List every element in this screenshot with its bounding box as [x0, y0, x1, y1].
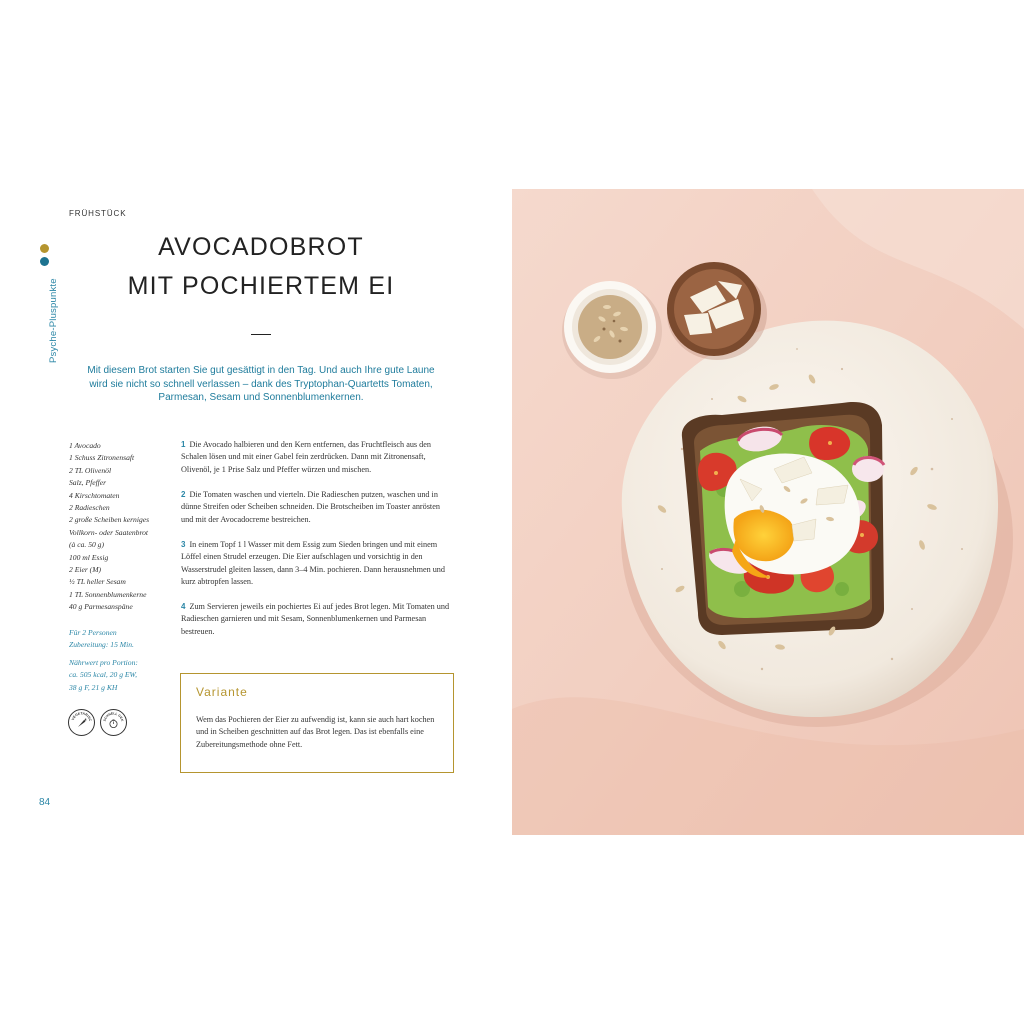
svg-text:VEGETARISCH	[69, 710, 93, 722]
category-dot-blue	[40, 257, 49, 266]
carrot-icon	[69, 710, 94, 735]
quick-badge	[100, 709, 127, 736]
ingredient-item: 2 große Scheiben kerniges	[69, 515, 150, 525]
step-3	[181, 539, 454, 589]
ingredient-item: 100 ml Essig	[69, 552, 109, 562]
ingredient-item: Salz, Pfeffer	[69, 478, 107, 488]
recipe-title-line1: AVOCADOBROT	[158, 233, 364, 261]
vegetarian-badge-label: VEGETARISC	[70, 711, 93, 722]
ingredient-item: (à ca. 50 g)	[69, 540, 105, 550]
ingredient-item: 2 TL Olivenöl	[69, 465, 112, 475]
vegetarian-badge	[68, 709, 95, 736]
avocado-toast-illustration	[512, 189, 1024, 835]
variant-box	[180, 673, 454, 773]
step-2	[181, 489, 454, 526]
nutrition-values: 38 g F, 21 g KH	[69, 682, 118, 692]
step-1	[181, 439, 454, 476]
quick-badge-label: SCHNELL GEK	[102, 711, 125, 722]
variant-text: Wem das Pochieren der Eier zu aufwendig ist, kann sie auch hart kochen und in Scheiben geschnitten auf das Brot legen. Das ist ebenfalls eine Zubereitungsmethode ohne Fett.	[196, 715, 435, 749]
nutrition-info	[69, 657, 174, 694]
step-number: 1	[181, 440, 186, 449]
step-text: Die Tomaten waschen und vierteln. Die Radieschen putzen, waschen und in dünne Streifen oder Scheiben schneiden. Die Brotscheiben im Toaster anrösten und mit der Avocadocreme bestreichen.	[181, 490, 440, 524]
servings-info	[69, 627, 174, 652]
ingredient-item: Vollkorn- oder Saatenbrot	[69, 527, 149, 537]
title-divider	[251, 334, 271, 335]
variant-title: Variante	[196, 685, 248, 699]
ingredient-item: ½ TL heller Sesam	[69, 577, 126, 587]
nutrition-values: ca. 505 kcal, 20 g EW,	[69, 670, 138, 680]
ingredient-item: 2 Radieschen	[69, 503, 110, 513]
step-text: Die Avocado halbieren und den Kern entfernen, das Fruchtfleisch aus den Schalen lösen und mit einer Gabel fein zerdrücken. Dann mit Zitronensaft, Olivenöl, je 1 Prise Salz und Pfeffer würzen und mischen.	[181, 440, 431, 474]
side-category-label: Psyche-Pluspunkte	[48, 278, 59, 363]
ingredient-item: 40 g Parmesanspäne	[69, 602, 133, 612]
ingredient-item: 1 TL Sonnenblumenkerne	[69, 589, 147, 599]
page-number: 84	[39, 797, 51, 808]
step-text: In einem Topf 1 l Wasser mit dem Essig zum Sieden bringen und mit einem Löffel einen Strudel erzeugen. Die Eier aufschlagen und vorsichtig in den Wasserstrudel gleiten lassen, dann 3–4 Min. pochieren. Dann herausnehmen und kurz abtropfen lassen.	[181, 540, 445, 587]
recipe-title-line2: MIT POCHIERTEM EI	[127, 272, 395, 300]
step-4	[181, 601, 454, 638]
step-number: 4	[181, 602, 186, 611]
step-text: Zum Servieren jeweils ein pochiertes Ei auf jedes Brot legen. Mit Tomaten und Radieschen garnieren und mit Sesam, Sonnenblumenkernen und Parmesan bestreuen.	[181, 602, 450, 636]
ingredient-item: 2 Eier (M)	[69, 565, 102, 575]
ingredient-item: 4 Kirschtomaten	[69, 490, 120, 500]
stopwatch-icon	[101, 710, 126, 735]
ingredient-item: 1 Avocado	[69, 441, 101, 450]
servings-count: Für 2 Personen	[69, 628, 117, 637]
step-number: 2	[181, 490, 186, 499]
category-dot-gold	[40, 244, 49, 253]
nutrition-heading: Nährwert pro Portion:	[69, 658, 138, 667]
recipe-photo	[512, 189, 1024, 835]
step-number: 3	[181, 540, 186, 549]
recipe-intro: Mit diesem Brot starten Sie gut gesättigt in den Tag. Und auch Ihre gute Laune wird sie nicht so schnell verlassen – dank des Tryptophan-Quartetts Tomaten, Parmesan, Sesam und Sonnenblumenkernen.	[87, 365, 435, 403]
prep-time: Zubereitung: 15 Min.	[69, 640, 134, 650]
ingredient-list	[69, 440, 174, 614]
ingredient-item: 1 Schuss Zitronensaft	[69, 453, 135, 463]
section-label: FRÜHSTÜCK	[69, 209, 127, 218]
